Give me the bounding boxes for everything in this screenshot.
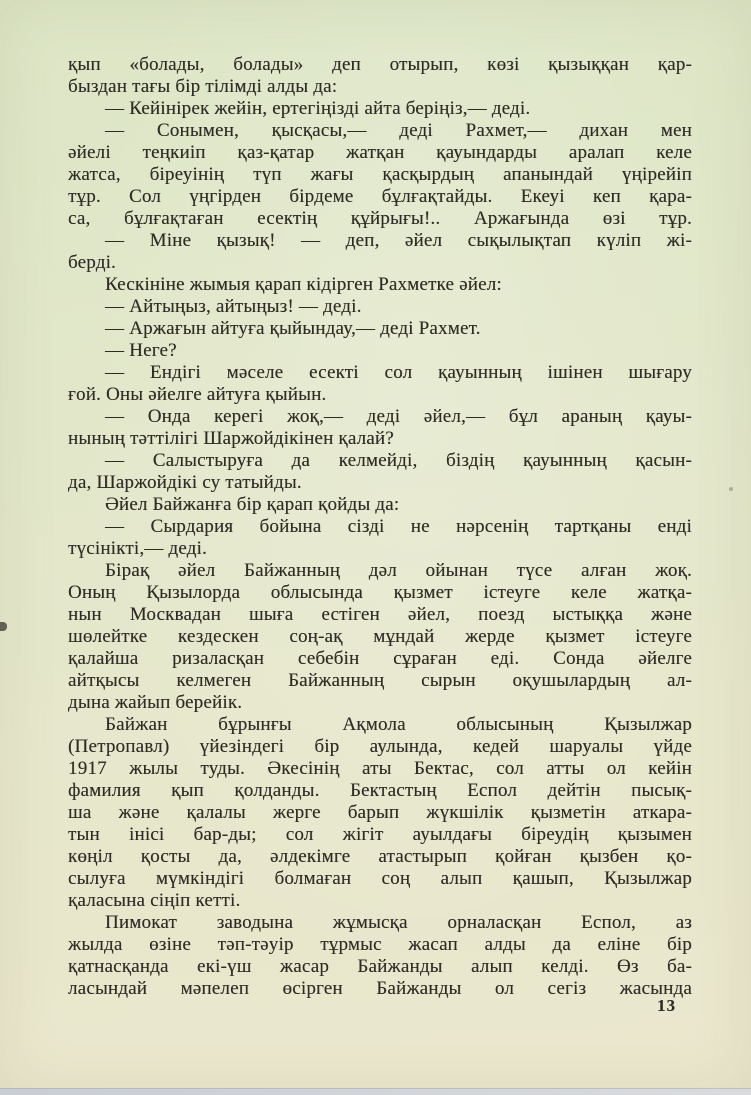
- text-line: тұр. Сол үңгірден бірдеме бұлғақтайды. Екеуі кеп қара-: [68, 186, 692, 207]
- page-number: 13: [657, 996, 676, 1015]
- text-line: — Онда керегі жоқ,— деді әйел,— бұл араның қауы-: [105, 406, 692, 427]
- text-line: (Петропавл) үйезіндегі бір аулында, кедей шаруалы үйде: [68, 736, 692, 757]
- text-line: жылда өзіне тәп-тәуір тұрмыс жасап алды да еліне бір: [68, 934, 692, 955]
- text-line: түсінікті,— деді.: [68, 538, 207, 559]
- text-line: қатнасқанда екі-үш жасар Байжанды алып келді. Өз ба-: [68, 956, 692, 977]
- text-line: да, Шаржойдікі су татыйды.: [68, 472, 302, 493]
- text-line: тын інісі бар-ды; сол жігіт ауылдағы біреудің қызымен: [68, 824, 692, 845]
- text-line: 1917 жылы туды. Әкесінің аты Бектас, сол атты ол кейін: [68, 758, 692, 779]
- text-line: дына жайып берейік.: [68, 692, 243, 713]
- text-line: Оның Қызылорда облысында қызмет істеуге келе жатқа-: [68, 582, 692, 603]
- text-line: ша және қалалы жерге барып жүкшілік қызметін аткара-: [68, 802, 692, 823]
- text-line: быздан тағы бір тілімді алды да:: [68, 76, 338, 97]
- text-line: нының тәттілігі Шаржойдікінен қалай?: [68, 428, 394, 449]
- text-line: фамилия қып қолданды. Бектастың Еспол дейтін пысық-: [68, 780, 692, 801]
- text-line: қаласына сіңіп кетті.: [68, 890, 241, 911]
- text-line: Пимокат заводына жұмысқа орналасқан Еспол, аз: [105, 912, 692, 933]
- text-line: — Сонымен, қысқасы,— деді Рахмет,— дихан мен: [105, 120, 692, 141]
- scan-artifact-speck: [0, 622, 7, 631]
- text-line: Кескініне жымыя қарап кідірген Рахметке әйел:: [105, 274, 502, 295]
- text-line: ғой. Оны әйелге айтуға қыйын.: [68, 384, 327, 405]
- text-line: — Кейінірек жейін, ертегіңізді айта беріңіз,— деді.: [105, 98, 531, 119]
- text-line: шөлейтке кездескен соң-ақ мұндай жерде қызмет істеуге: [68, 626, 692, 647]
- scan-artifact-dot: [729, 487, 733, 491]
- text-line: — Салыстыруға да келмейді, біздің қауынның қасын-: [105, 450, 692, 471]
- text-line: — Аржағын айтуға қыйындау,— деді Рахмет.: [105, 318, 481, 339]
- text-line: қалайша ризаласқан себебін сұраған еді. Сонда әйелге: [68, 648, 692, 669]
- text-line: қып «болады, болады» деп отырып, көзі қызыққан қар-: [68, 54, 692, 75]
- text-line: — Міне қызық! — деп, әйел сықылықтап күліп жі-: [105, 230, 692, 251]
- text-line: Бірақ әйел Байжанның дәл ойынан түсе алған жоқ.: [105, 560, 692, 581]
- text-line: нын Москвадан шыға естіген әйел, поезд ыстыққа және: [68, 604, 692, 625]
- text-line: Байжан бұрынғы Ақмола облысының Қызылжар: [105, 714, 692, 735]
- text-line: ласындай мәпелеп өсірген Байжанды ол сегіз жасында: [68, 978, 692, 999]
- text-line: сылуға мүмкіндігі болмаған соң алып қашып, Қызылжар: [68, 868, 692, 889]
- text-line: — Неге?: [105, 340, 177, 361]
- text-block: [68, 54, 692, 1000]
- text-line: әйелі теңкиіп қаз-қатар жатқан қауындарды аралап келе: [68, 142, 692, 163]
- text-line: са, бұлғақтаған есектің құйрығы!.. Аржағында өзі тұр.: [68, 208, 692, 229]
- text-line: берді.: [68, 252, 116, 273]
- text-line: — Айтыңыз, айтыңыз! — деді.: [105, 296, 362, 317]
- text-line: айтқысы келмеген Байжанның сырын оқушылардың ал-: [68, 670, 692, 691]
- scan-bottom-edge: [0, 1088, 751, 1095]
- text-line: Әйел Байжанға бір қарап қойды да:: [105, 494, 400, 515]
- text-line: — Ендігі мәселе есекті сол қауынның ішінен шығару: [105, 362, 692, 383]
- text-line: жатса, біреуінің түп жағы қасқырдың апанындай үңірейіп: [68, 164, 692, 185]
- text-line: — Сырдария бойына сізді не нәрсенің тартқаны енді: [105, 516, 692, 537]
- text-line: көңіл қосты да, әлдекімге атастырып қойған қызбен қо-: [68, 846, 692, 867]
